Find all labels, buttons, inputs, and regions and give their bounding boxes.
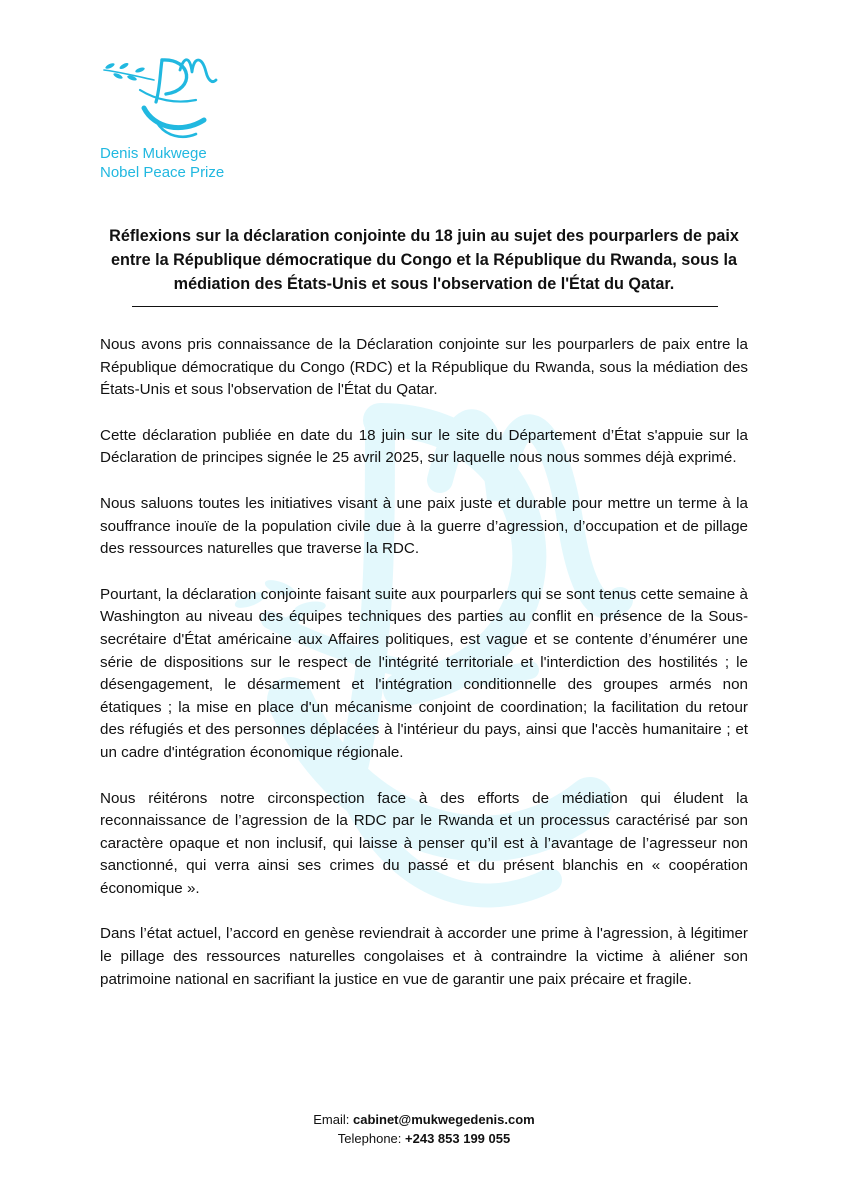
paragraph-5: Nous réitérons notre circonspection face à des efforts de médiation qui éludent la reconnaissance de l’agression de la RDC par le Rwanda et un processus caractérisé par son caractère opaque et non inclusif, qui laisse à penser qu’il est à l’avantage de l’agresseur non sanctionné, qui verra ainsi ses crimes du passé et du présent blanchis en « coopération économique ». (100, 789, 748, 897)
document-title: Réflexions sur la déclaration conjointe du 18 juin au sujet des pourparlers de paix entre la République démocratique du Congo et la République du Rwanda, sous la médiation des États-Unis et sous l'observation de l'État du Qatar. (109, 227, 739, 293)
document-body (100, 334, 748, 1014)
footer-phone-line (100, 1129, 748, 1148)
paragraph-4: Pourtant, la déclaration conjointe faisant suite aux pourparlers qui se sont tenus cette semaine à Washington au niveau des équipes techniques des parties au conflit en présence de la Sous-secrétaire d'État américaine aux Affaires politiques, est vague et se contente d’énumérer une série de dispositions sur le respect de l'intégrité territoriale et l'interdiction des hostilités ; le désengagement, le désarmement et l'intégration conditionnelle des groupes armés non étatiques ; la mise en place d'un mécanisme conjoint de coordination; la facilitation du retour des réfugiés et des personnes déplacées à l'intérieur du pays, ainsi que l'accès humanitaire ; et un cadre d'intégration économique régionale. (100, 585, 748, 761)
paragraph-1: Nous avons pris connaissance de la Déclaration conjointe sur les pourparlers de paix entre la République démocratique du Congo (RDC) et la République du Rwanda, sous la médiation des États-Unis et sous l'observation de l'État du Qatar. (100, 336, 748, 399)
email-label: Email: (313, 1112, 353, 1127)
phone-number[interactable]: +243 853 199 055 (405, 1131, 511, 1146)
footer-email-line (100, 1110, 748, 1129)
email-link[interactable]: cabinet@mukwegedenis.com (353, 1112, 535, 1127)
dove-olive-branch-icon (100, 50, 230, 140)
title-underline-divider (132, 306, 718, 307)
paragraph-3: Nous saluons toutes les initiatives visant à une paix juste et durable pour mettre un terme à la souffrance inouïe de la population civile due à la guerre d’agression, d’occupation et de pillage des ressources naturelles que traverse la RDC. (100, 494, 748, 558)
contact-footer (100, 1110, 748, 1148)
organization-logo (100, 50, 250, 182)
logo-name-line-1: Denis Mukwege (100, 145, 207, 162)
phone-label: Telephone: (337, 1131, 406, 1146)
paragraph-2: Cette déclaration publiée en date du 18 juin sur le site du Département d’État s'appuie sur la Déclaration de principes signée le 25 avril 2025, sur laquelle nous nous sommes déjà exprimé. (100, 426, 748, 467)
paragraph-6: Dans l’état actuel, l’accord en genèse reviendrait à accorder une prime à l'agression, à légitimer le pillage des ressources naturelles congolaises et à contraindre la victime à aliéner son patrimoine national en sacrifiant la justice en vue de garantir une paix précaire et fragile. (100, 925, 748, 988)
logo-name-line-2: Nobel Peace Prize (100, 164, 225, 181)
